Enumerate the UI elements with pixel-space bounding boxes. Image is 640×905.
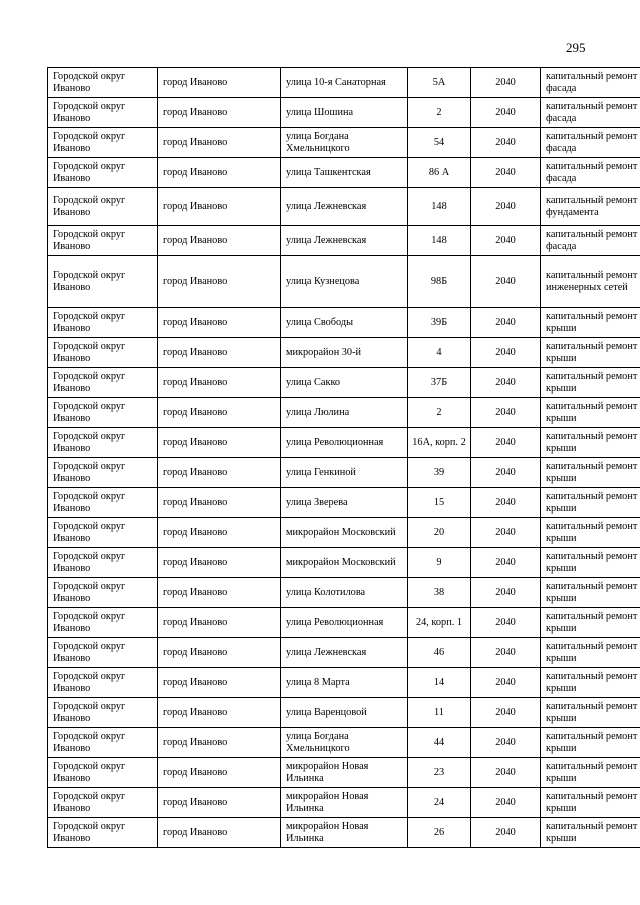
- city-cell: город Иваново: [158, 188, 281, 226]
- district-cell: Городской округ Иваново: [48, 608, 158, 638]
- street-cell: микрорайон Новая Ильинка: [281, 758, 408, 788]
- street-cell: микрорайон Новая Ильинка: [281, 818, 408, 848]
- house-number-cell: 37Б: [408, 368, 471, 398]
- city-cell: город Иваново: [158, 458, 281, 488]
- work-type-cell: капитальный ремонт фасада: [541, 128, 640, 158]
- city-cell: город Иваново: [158, 398, 281, 428]
- city-cell: город Иваново: [158, 788, 281, 818]
- table-row: [48, 188, 640, 226]
- work-type-cell: капитальный ремонт крыши: [541, 428, 640, 458]
- table-row: [48, 788, 640, 818]
- year-cell: 2040: [471, 818, 541, 848]
- work-type-cell: капитальный ремонт фундамента: [541, 188, 640, 226]
- table-row: [48, 256, 640, 308]
- city-cell: город Иваново: [158, 638, 281, 668]
- work-type-cell: капитальный ремонт крыши: [541, 488, 640, 518]
- work-type-cell: капитальный ремонт крыши: [541, 758, 640, 788]
- house-number-cell: 2: [408, 398, 471, 428]
- city-cell: город Иваново: [158, 758, 281, 788]
- year-cell: 2040: [471, 158, 541, 188]
- street-cell: улица Шошина: [281, 98, 408, 128]
- repair-schedule-table: [47, 67, 640, 848]
- city-cell: город Иваново: [158, 428, 281, 458]
- year-cell: 2040: [471, 68, 541, 98]
- table-row: [48, 398, 640, 428]
- district-cell: Городской округ Иваново: [48, 578, 158, 608]
- year-cell: 2040: [471, 638, 541, 668]
- year-cell: 2040: [471, 458, 541, 488]
- street-cell: улица Сакко: [281, 368, 408, 398]
- year-cell: 2040: [471, 548, 541, 578]
- work-type-cell: капитальный ремонт крыши: [541, 788, 640, 818]
- district-cell: Городской округ Иваново: [48, 308, 158, 338]
- district-cell: Городской округ Иваново: [48, 668, 158, 698]
- district-cell: Городской округ Иваново: [48, 758, 158, 788]
- city-cell: город Иваново: [158, 608, 281, 638]
- district-cell: Городской округ Иваново: [48, 338, 158, 368]
- district-cell: Городской округ Иваново: [48, 458, 158, 488]
- street-cell: улица Кузнецова: [281, 256, 408, 308]
- street-cell: микрорайон Московский: [281, 518, 408, 548]
- city-cell: город Иваново: [158, 548, 281, 578]
- year-cell: 2040: [471, 518, 541, 548]
- year-cell: 2040: [471, 578, 541, 608]
- house-number-cell: 44: [408, 728, 471, 758]
- street-cell: улица Генкиной: [281, 458, 408, 488]
- city-cell: город Иваново: [158, 698, 281, 728]
- table-row: [48, 548, 640, 578]
- table-row: [48, 728, 640, 758]
- house-number-cell: 148: [408, 188, 471, 226]
- table-row: [48, 158, 640, 188]
- work-type-cell: капитальный ремонт крыши: [541, 518, 640, 548]
- street-cell: улица Варенцовой: [281, 698, 408, 728]
- district-cell: Городской округ Иваново: [48, 728, 158, 758]
- year-cell: 2040: [471, 608, 541, 638]
- street-cell: улица Революционная: [281, 428, 408, 458]
- district-cell: Городской округ Иваново: [48, 398, 158, 428]
- table-row: [48, 578, 640, 608]
- house-number-cell: 46: [408, 638, 471, 668]
- year-cell: 2040: [471, 368, 541, 398]
- year-cell: 2040: [471, 398, 541, 428]
- house-number-cell: 20: [408, 518, 471, 548]
- table-row: [48, 758, 640, 788]
- street-cell: улица 8 Марта: [281, 668, 408, 698]
- street-cell: улица Люлина: [281, 398, 408, 428]
- year-cell: 2040: [471, 128, 541, 158]
- table-row: [48, 308, 640, 338]
- district-cell: Городской округ Иваново: [48, 488, 158, 518]
- district-cell: Городской округ Иваново: [48, 428, 158, 458]
- table-row: [48, 518, 640, 548]
- page-number: 295: [566, 40, 586, 55]
- table-row: [48, 338, 640, 368]
- table-body: [48, 68, 640, 848]
- work-type-cell: капитальный ремонт фасада: [541, 226, 640, 256]
- year-cell: 2040: [471, 488, 541, 518]
- city-cell: город Иваново: [158, 158, 281, 188]
- house-number-cell: 14: [408, 668, 471, 698]
- district-cell: Городской округ Иваново: [48, 128, 158, 158]
- table-row: [48, 818, 640, 848]
- city-cell: город Иваново: [158, 578, 281, 608]
- street-cell: улица Богдана Хмельницкого: [281, 728, 408, 758]
- table-row: [48, 488, 640, 518]
- street-cell: улица Ташкентская: [281, 158, 408, 188]
- work-type-cell: капитальный ремонт крыши: [541, 638, 640, 668]
- table-row: [48, 698, 640, 728]
- street-cell: улица Лежневская: [281, 226, 408, 256]
- district-cell: Городской округ Иваново: [48, 68, 158, 98]
- year-cell: 2040: [471, 698, 541, 728]
- street-cell: улица Революционная: [281, 608, 408, 638]
- house-number-cell: 24, корп. 1: [408, 608, 471, 638]
- house-number-cell: 2: [408, 98, 471, 128]
- street-cell: микрорайон Новая Ильинка: [281, 788, 408, 818]
- work-type-cell: капитальный ремонт крыши: [541, 548, 640, 578]
- house-number-cell: 39Б: [408, 308, 471, 338]
- table-row: [48, 638, 640, 668]
- work-type-cell: капитальный ремонт крыши: [541, 398, 640, 428]
- house-number-cell: 16А, корп. 2: [408, 428, 471, 458]
- year-cell: 2040: [471, 98, 541, 128]
- city-cell: город Иваново: [158, 818, 281, 848]
- house-number-cell: 26: [408, 818, 471, 848]
- table-row: [48, 68, 640, 98]
- house-number-cell: 9: [408, 548, 471, 578]
- table-row: [48, 608, 640, 638]
- table-row: [48, 368, 640, 398]
- year-cell: 2040: [471, 308, 541, 338]
- work-type-cell: капитальный ремонт крыши: [541, 818, 640, 848]
- work-type-cell: капитальный ремонт крыши: [541, 728, 640, 758]
- work-type-cell: капитальный ремонт крыши: [541, 578, 640, 608]
- district-cell: Городской округ Иваново: [48, 698, 158, 728]
- table-row: [48, 668, 640, 698]
- district-cell: Городской округ Иваново: [48, 788, 158, 818]
- city-cell: город Иваново: [158, 338, 281, 368]
- year-cell: 2040: [471, 758, 541, 788]
- house-number-cell: 5А: [408, 68, 471, 98]
- city-cell: город Иваново: [158, 518, 281, 548]
- city-cell: город Иваново: [158, 256, 281, 308]
- district-cell: Городской округ Иваново: [48, 256, 158, 308]
- year-cell: 2040: [471, 188, 541, 226]
- house-number-cell: 23: [408, 758, 471, 788]
- house-number-cell: 39: [408, 458, 471, 488]
- city-cell: город Иваново: [158, 368, 281, 398]
- street-cell: улица Богдана Хмельницкого: [281, 128, 408, 158]
- district-cell: Городской округ Иваново: [48, 638, 158, 668]
- street-cell: улица 10-я Санаторная: [281, 68, 408, 98]
- work-type-cell: капитальный ремонт фасада: [541, 158, 640, 188]
- district-cell: Городской округ Иваново: [48, 818, 158, 848]
- house-number-cell: 4: [408, 338, 471, 368]
- table-row: [48, 98, 640, 128]
- district-cell: Городской округ Иваново: [48, 158, 158, 188]
- city-cell: город Иваново: [158, 128, 281, 158]
- house-number-cell: 38: [408, 578, 471, 608]
- work-type-cell: капитальный ремонт фасада: [541, 68, 640, 98]
- table-row: [48, 458, 640, 488]
- house-number-cell: 98Б: [408, 256, 471, 308]
- street-cell: улица Зверева: [281, 488, 408, 518]
- street-cell: улица Свободы: [281, 308, 408, 338]
- table-row: [48, 226, 640, 256]
- work-type-cell: капитальный ремонт крыши: [541, 458, 640, 488]
- city-cell: город Иваново: [158, 668, 281, 698]
- street-cell: улица Лежневская: [281, 638, 408, 668]
- table-row: [48, 128, 640, 158]
- table-row: [48, 428, 640, 458]
- house-number-cell: 148: [408, 226, 471, 256]
- city-cell: город Иваново: [158, 488, 281, 518]
- year-cell: 2040: [471, 338, 541, 368]
- year-cell: 2040: [471, 226, 541, 256]
- city-cell: город Иваново: [158, 98, 281, 128]
- work-type-cell: капитальный ремонт крыши: [541, 338, 640, 368]
- district-cell: Городской округ Иваново: [48, 226, 158, 256]
- house-number-cell: 15: [408, 488, 471, 518]
- work-type-cell: капитальный ремонт крыши: [541, 698, 640, 728]
- city-cell: город Иваново: [158, 68, 281, 98]
- work-type-cell: капитальный ремонт инженерных сетей: [541, 256, 640, 308]
- district-cell: Городской округ Иваново: [48, 98, 158, 128]
- work-type-cell: капитальный ремонт фасада: [541, 98, 640, 128]
- city-cell: город Иваново: [158, 226, 281, 256]
- district-cell: Городской округ Иваново: [48, 548, 158, 578]
- street-cell: улица Лежневская: [281, 188, 408, 226]
- house-number-cell: 86 А: [408, 158, 471, 188]
- year-cell: 2040: [471, 256, 541, 308]
- house-number-cell: 24: [408, 788, 471, 818]
- street-cell: микрорайон 30-й: [281, 338, 408, 368]
- year-cell: 2040: [471, 728, 541, 758]
- house-number-cell: 54: [408, 128, 471, 158]
- work-type-cell: капитальный ремонт крыши: [541, 608, 640, 638]
- city-cell: город Иваново: [158, 728, 281, 758]
- work-type-cell: капитальный ремонт крыши: [541, 668, 640, 698]
- year-cell: 2040: [471, 788, 541, 818]
- year-cell: 2040: [471, 668, 541, 698]
- year-cell: 2040: [471, 428, 541, 458]
- district-cell: Городской округ Иваново: [48, 518, 158, 548]
- house-number-cell: 11: [408, 698, 471, 728]
- work-type-cell: капитальный ремонт крыши: [541, 368, 640, 398]
- work-type-cell: капитальный ремонт крыши: [541, 308, 640, 338]
- city-cell: город Иваново: [158, 308, 281, 338]
- district-cell: Городской округ Иваново: [48, 188, 158, 226]
- district-cell: Городской округ Иваново: [48, 368, 158, 398]
- street-cell: микрорайон Московский: [281, 548, 408, 578]
- street-cell: улица Колотилова: [281, 578, 408, 608]
